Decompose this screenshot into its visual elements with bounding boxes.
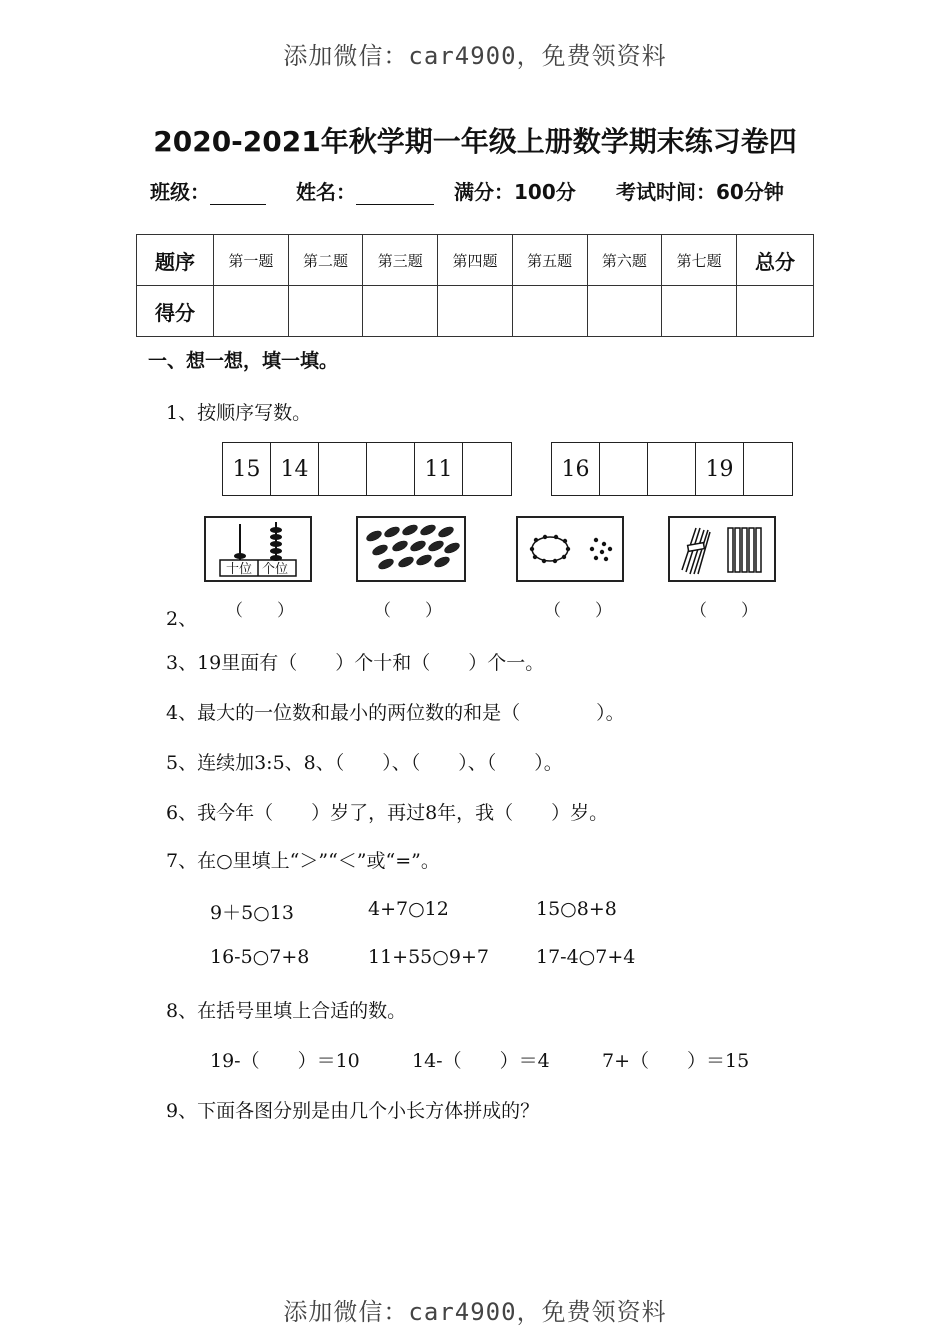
- name-label: 姓名：: [296, 180, 356, 204]
- compare-expression[interactable]: 16-5○7+8: [210, 946, 310, 968]
- question-7: 7、在○里填上“＞”“＜”或“=”。: [166, 850, 440, 872]
- class-label: 班级：: [150, 180, 210, 204]
- header-cell: 总分: [737, 235, 814, 286]
- score-cell[interactable]: [737, 286, 814, 337]
- header-cell: 第七题: [662, 235, 737, 286]
- question-6: 6、我今年（ ）岁了，再过8年，我（ ）岁。: [166, 802, 609, 824]
- sequence-cell-blank[interactable]: [463, 443, 511, 495]
- watermark-bottom: 添加微信：car4900，免费领资料: [283, 1298, 667, 1326]
- question-5: 5、连续加3:5、8、（ ）、（ ）、（ ）。: [166, 752, 563, 774]
- bead-ring-icon: [518, 518, 622, 580]
- score-table-row: [137, 286, 814, 337]
- sequence-cell-blank[interactable]: [319, 443, 367, 495]
- answer-paren[interactable]: （ ）: [374, 601, 442, 621]
- sequence-cell: 14: [271, 443, 319, 495]
- score-cell[interactable]: [288, 286, 363, 337]
- header-cell: 第二题: [288, 235, 363, 286]
- exam-time: 考试时间：60分钟: [616, 180, 784, 204]
- sequence-cell-blank[interactable]: [648, 443, 696, 495]
- name-blank[interactable]: [356, 184, 434, 205]
- sequence-box-b: [551, 442, 793, 496]
- score-table: [136, 234, 814, 337]
- header-cell: 第五题: [512, 235, 587, 286]
- answer-paren[interactable]: （ ）: [226, 601, 294, 621]
- question-1: 1、按顺序写数。: [166, 402, 312, 424]
- page-title: 2020-2021年秋学期一年级上册数学期末练习卷四: [153, 125, 797, 158]
- score-cell[interactable]: [363, 286, 438, 337]
- stick-bundle-icon: [670, 518, 774, 580]
- question-4: 4、最大的一位数和最小的两位数的和是（ ）。: [166, 702, 625, 724]
- answer-paren[interactable]: （ ）: [544, 601, 612, 621]
- compare-expression[interactable]: 11+55○9+7: [368, 946, 489, 968]
- leaves-picture: [356, 516, 466, 582]
- sticks-picture: [668, 516, 776, 582]
- section-heading: 一、想一想，填一填。: [148, 350, 339, 372]
- fill-blank-equation[interactable]: 19-（ ）＝10: [210, 1050, 360, 1072]
- question-2: 2、: [166, 608, 198, 630]
- sequence-cell: 16: [552, 443, 600, 495]
- sequence-cell: 19: [696, 443, 744, 495]
- class-field: [150, 176, 266, 205]
- question-8: 8、在括号里填上合适的数。: [166, 1000, 407, 1022]
- score-cell[interactable]: [214, 286, 289, 337]
- sequence-cell-blank[interactable]: [600, 443, 648, 495]
- beads-picture: [516, 516, 624, 582]
- score-cell[interactable]: [662, 286, 737, 337]
- abacus-label-tens: 十位: [225, 562, 252, 577]
- sequence-cell: 11: [415, 443, 463, 495]
- header-cell: 第六题: [587, 235, 662, 286]
- header-cell: 第四题: [438, 235, 513, 286]
- score-cell[interactable]: [512, 286, 587, 337]
- score-cell[interactable]: [587, 286, 662, 337]
- score-table-header: [137, 235, 814, 286]
- watermark-top: 添加微信：car4900，免费领资料: [283, 42, 667, 70]
- full-score: 满分：100分: [454, 180, 576, 204]
- header-cell: 题序: [137, 235, 214, 286]
- answer-paren[interactable]: （ ）: [690, 601, 758, 621]
- abacus-label-ones: 个位: [261, 562, 288, 577]
- score-cell[interactable]: [438, 286, 513, 337]
- leaf-cluster-icon: [358, 518, 464, 580]
- fill-blank-equation[interactable]: 14-（ ）＝4: [412, 1050, 550, 1072]
- name-field: [296, 176, 434, 205]
- compare-expression[interactable]: 4+7○12: [368, 898, 449, 920]
- sequence-cell-blank[interactable]: [744, 443, 792, 495]
- compare-expression[interactable]: 17-4○7+4: [536, 946, 636, 968]
- class-blank[interactable]: [210, 184, 266, 205]
- header-cell: 第三题: [363, 235, 438, 286]
- fill-blank-equation[interactable]: 7+（ ）＝15: [602, 1050, 750, 1072]
- compare-expression[interactable]: 9＋5○13: [210, 902, 294, 924]
- compare-expression[interactable]: 15○8+8: [536, 898, 617, 920]
- sequence-cell: 15: [223, 443, 271, 495]
- sequence-box-a: [222, 442, 512, 496]
- sequence-cell-blank[interactable]: [367, 443, 415, 495]
- row-label: 得分: [137, 286, 214, 337]
- header-cell: 第一题: [214, 235, 289, 286]
- question-9: 9、下面各图分别是由几个小长方体拼成的？: [166, 1100, 540, 1122]
- question-3: 3、19里面有（ ）个十和（ ）个一。: [166, 652, 545, 674]
